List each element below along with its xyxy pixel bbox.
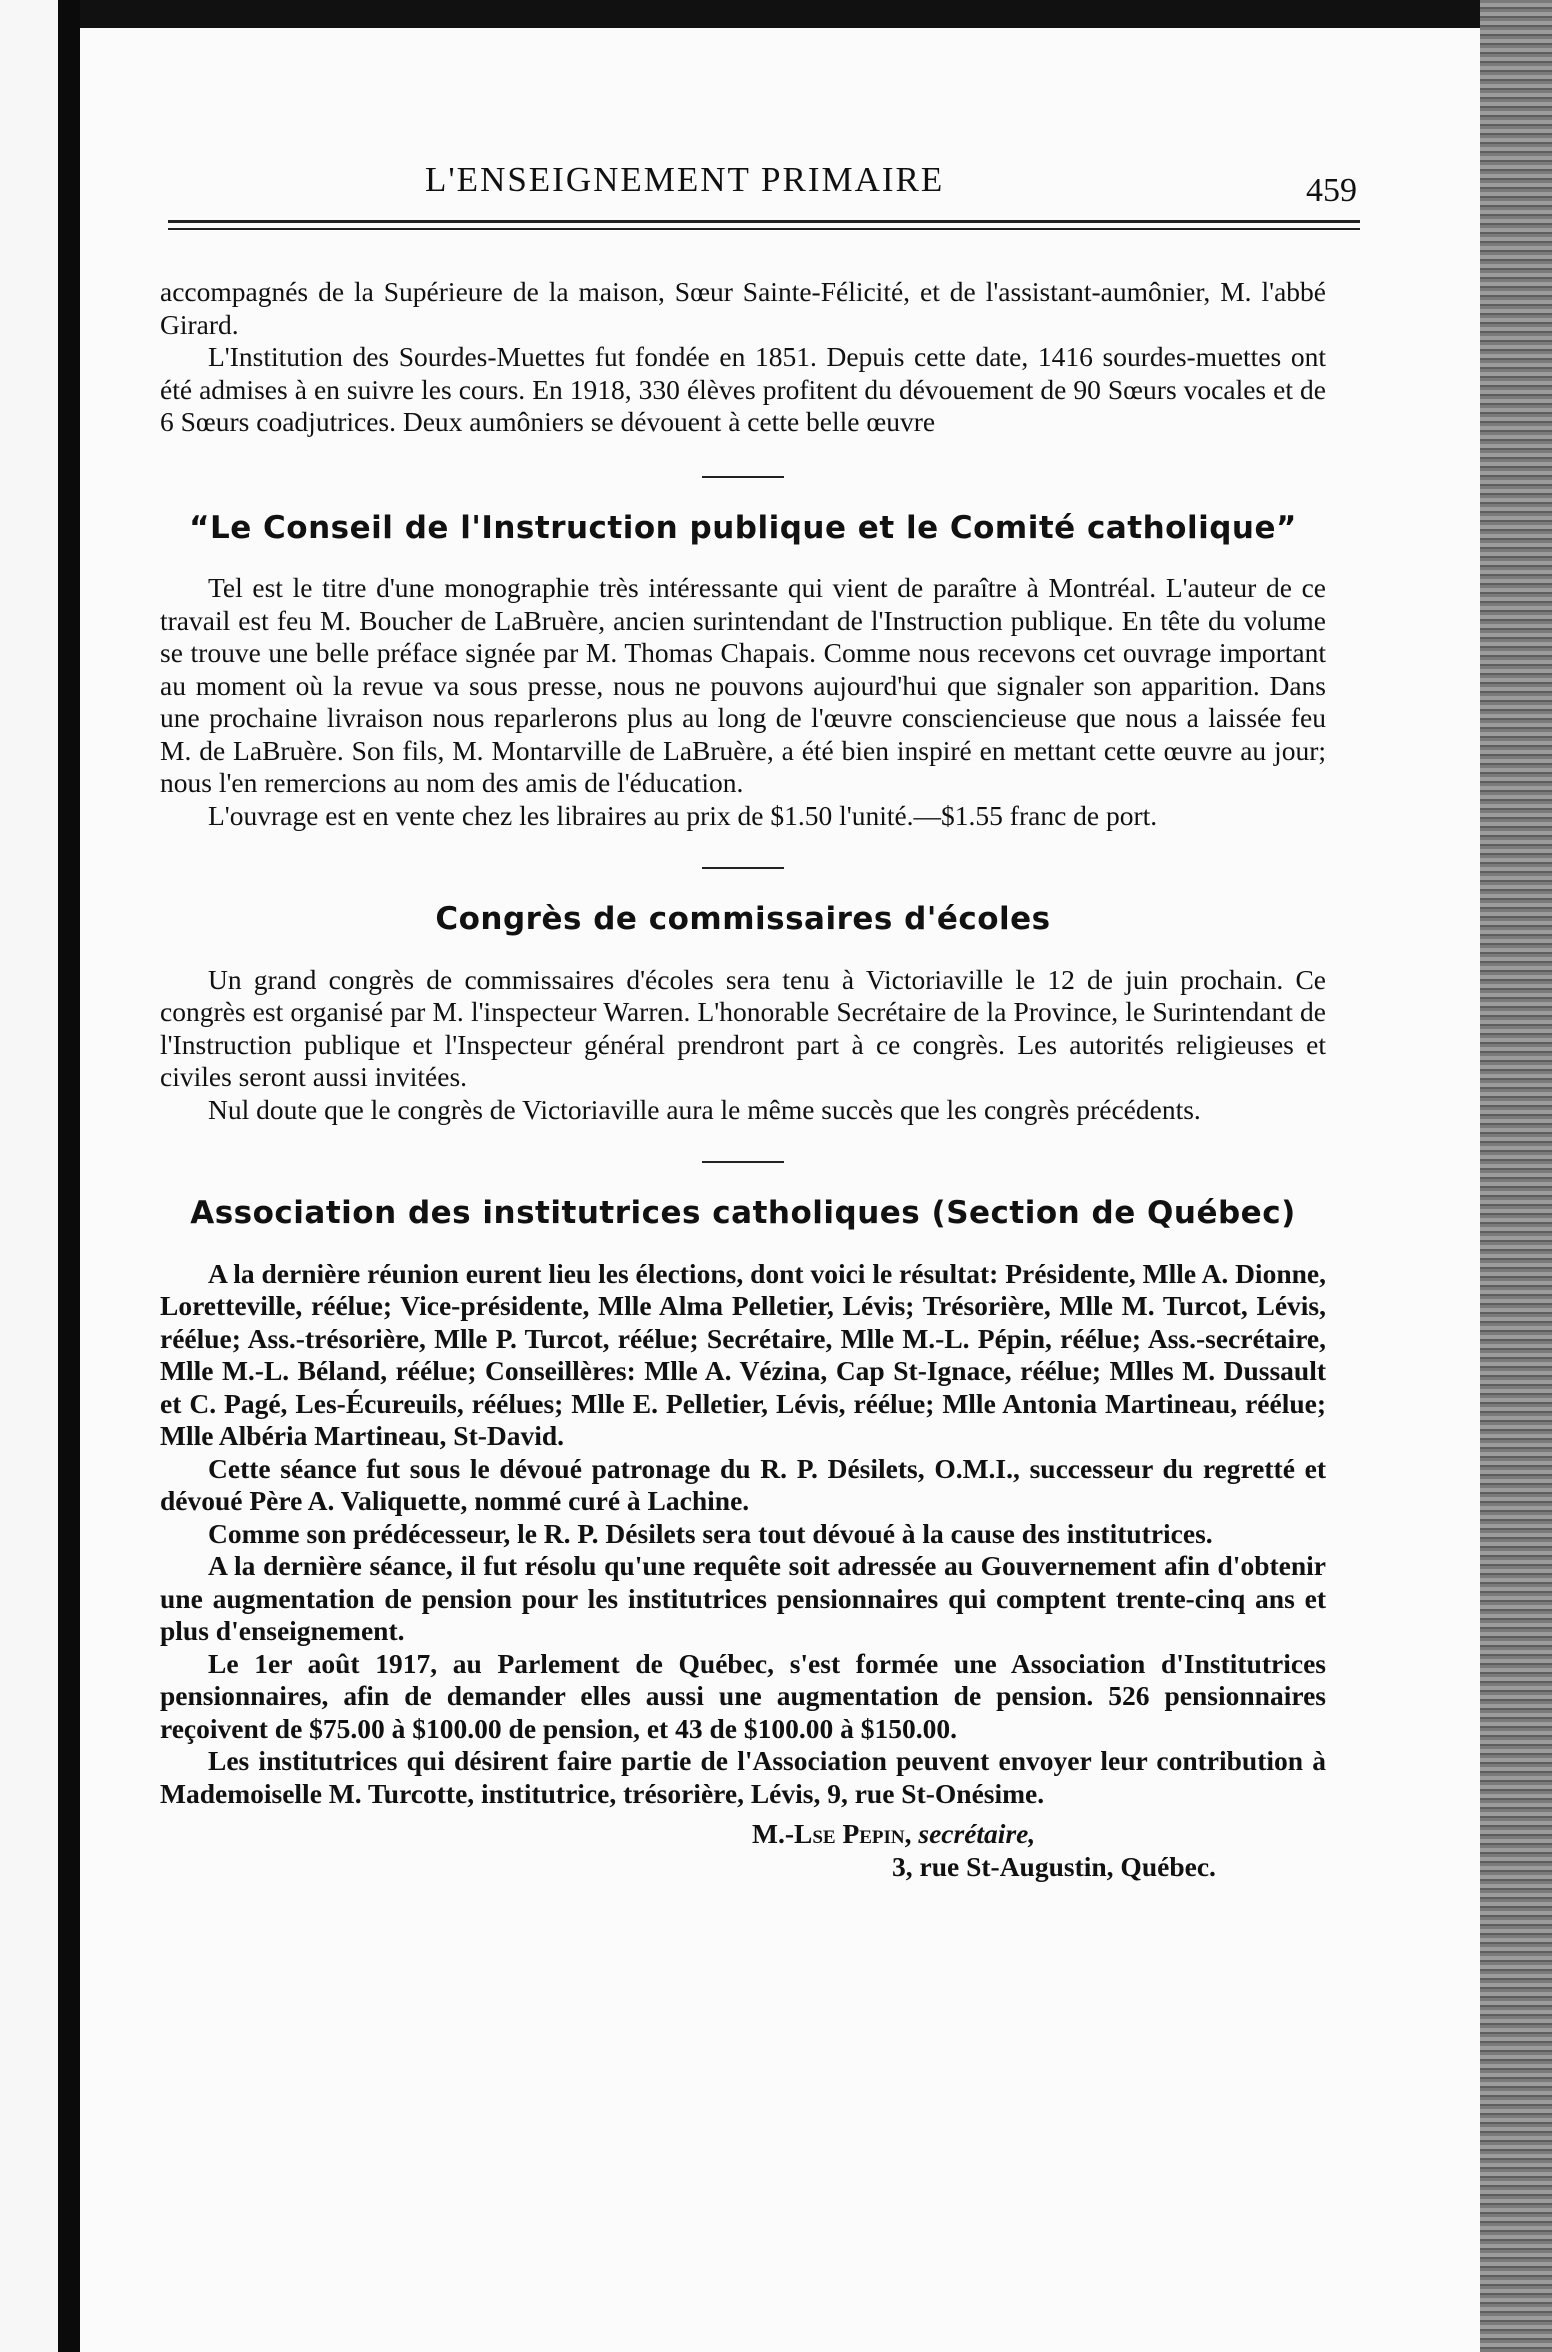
running-title: L'ENSEIGNEMENT PRIMAIRE [425, 160, 945, 199]
page-stack-edge [1480, 0, 1552, 2352]
conseil-paragraph-2: L'ouvrage est en vente chez les libraires au prix de $1.50 l'unité.—$1.55 franc de port. [208, 799, 1158, 831]
section-title-conseil: “Le Conseil de l'Instruction publique et le Comité catholique” [189, 509, 1297, 546]
book-spine-shadow [58, 0, 80, 2352]
signature-role: secrétaire, [918, 1818, 1036, 1849]
association-paragraph-6: Les institutrices qui désirent faire partie de l'Association peuvent envoyer leur contribution à Mademoiselle M. Turcotte, institutrice, trésorière, Lévis, 9, rue St-Onésime. [160, 1745, 1326, 1809]
header-double-rule [168, 220, 1360, 230]
intro-paragraph-1: accompagnés de la Supérieure de la maison, Sœur Sainte-Félicité, et de l'assistant-aumônier, M. l'abbé Girard. [160, 276, 1326, 340]
association-paragraph-4: A la dernière séance, il fut résolu qu'une requête soit adressée au Gouvernement afin d'obtenir une augmentation de pension pour les institutrices pensionnaires qui comptent trente-cinq ans et plus d'enseignement. [160, 1550, 1326, 1646]
association-paragraph-1: A la dernière réunion eurent lieu les élections, dont voici le résultat: Présidente, Mlle A. Dionne, Loretteville, réélue; Vice-présidente, Mlle Alma Pelletier, Lévis; Trésorière, Mlle M. Turcot, Lévis, réélue; Ass.-trésorière, Mlle P. Turcot, réélue; Secrétaire, Mlle M.-L. Pépin, réélue; Ass.-secrétaire, Mlle M.-L. Béland, réélue; Conseillères: Mlle A. Vézina, Cap St-Ignace, réélue; Mlles M. Dussault et C. Pagé, Les-Écureuils, réélues; Mlle E. Pelletier, Lévis, réélue; Mlle Antonia Martineau, réélue; Mlle Albéria Martineau, St-David. [160, 1257, 1326, 1451]
scan-top-edge [0, 0, 1552, 30]
intro-paragraph-2: L'Institution des Sourdes-Muettes fut fondée en 1851. Depuis cette date, 1416 sourdes-muettes ont été admises à en suivre les cours. En 1918, 330 élèves profitent du dévouement de 90 Sœurs vocales et de 6 Sœurs coadjutrices. Deux aumôniers se dévouent à cette belle œuvre [160, 341, 1326, 437]
congres-paragraph-2: Nul doute que le congrès de Victoriaville aura le même succès que les congrès précédents. [208, 1093, 1201, 1125]
section-separator [702, 1161, 784, 1163]
association-paragraph-2: Cette séance fut sous le dévoué patronage du R. P. Désilets, O.M.I., successeur du regretté et dévoué Père A. Valiquette, nommé curé à Lachine. [160, 1452, 1326, 1516]
scan-left-margin [0, 0, 58, 2352]
association-paragraph-3: Comme son prédécesseur, le R. P. Désilets sera tout dévoué à la cause des institutrices. [208, 1517, 1213, 1549]
section-title-association: Association des institutrices catholiques (Section de Québec) [190, 1195, 1296, 1231]
association-paragraph-5: Le 1er août 1917, au Parlement de Québec, s'est formée une Association d'Institutrices pensionnaires, afin de demander elles aussi une augmentation de pension. 526 pensionnaires reçoivent de $75.00 à $100.00 de pension, et 43 de $100.00 à $150.00. [160, 1647, 1326, 1744]
section-title-congres: Congrès de commissaires d'écoles [435, 901, 1051, 937]
congres-paragraph-1: Un grand congrès de commissaires d'écoles sera tenu à Victoriaville le 12 de juin prochain. Ce congrès est organisé par M. l'inspecteur Warren. L'honorable Secrétaire de la Province, le Surintendant de l'Instruction publique et l'Inspecteur général prendront part à ce congrès. Les autorités religieuses et civiles seront aussi invitées. [160, 963, 1326, 1092]
page-number: 459 [1306, 172, 1357, 209]
page-body [160, 276, 1326, 1883]
signature-name: M.-Lse Pepin, [752, 1818, 912, 1849]
signature-address: 3, rue St-Augustin, Québec. [892, 1850, 1216, 1882]
conseil-paragraph-1: Tel est le titre d'une monographie très intéressante qui vient de paraître à Montréal. L'auteur de ce travail est feu M. Boucher de LaBruère, ancien surintendant de l'Instruction publique. En tête du volume se trouve une belle préface signée par M. Thomas Chapais. Comme nous recevons cet ouvrage important au moment où la revue va sous presse, nous ne pouvons aujourd'hui que signaler son apparition. Dans une prochaine livraison nous reparlerons plus au long de l'œuvre consciencieuse que nous a laissée feu M. de LaBruère. Son fils, M. Montarville de LaBruère, a été bien inspiré en mettant cette œuvre au jour; nous l'en remercions au nom des amis de l'éducation. [160, 572, 1326, 798]
section-separator [702, 867, 784, 869]
signature-line [160, 1818, 1326, 1851]
section-separator [702, 476, 784, 478]
